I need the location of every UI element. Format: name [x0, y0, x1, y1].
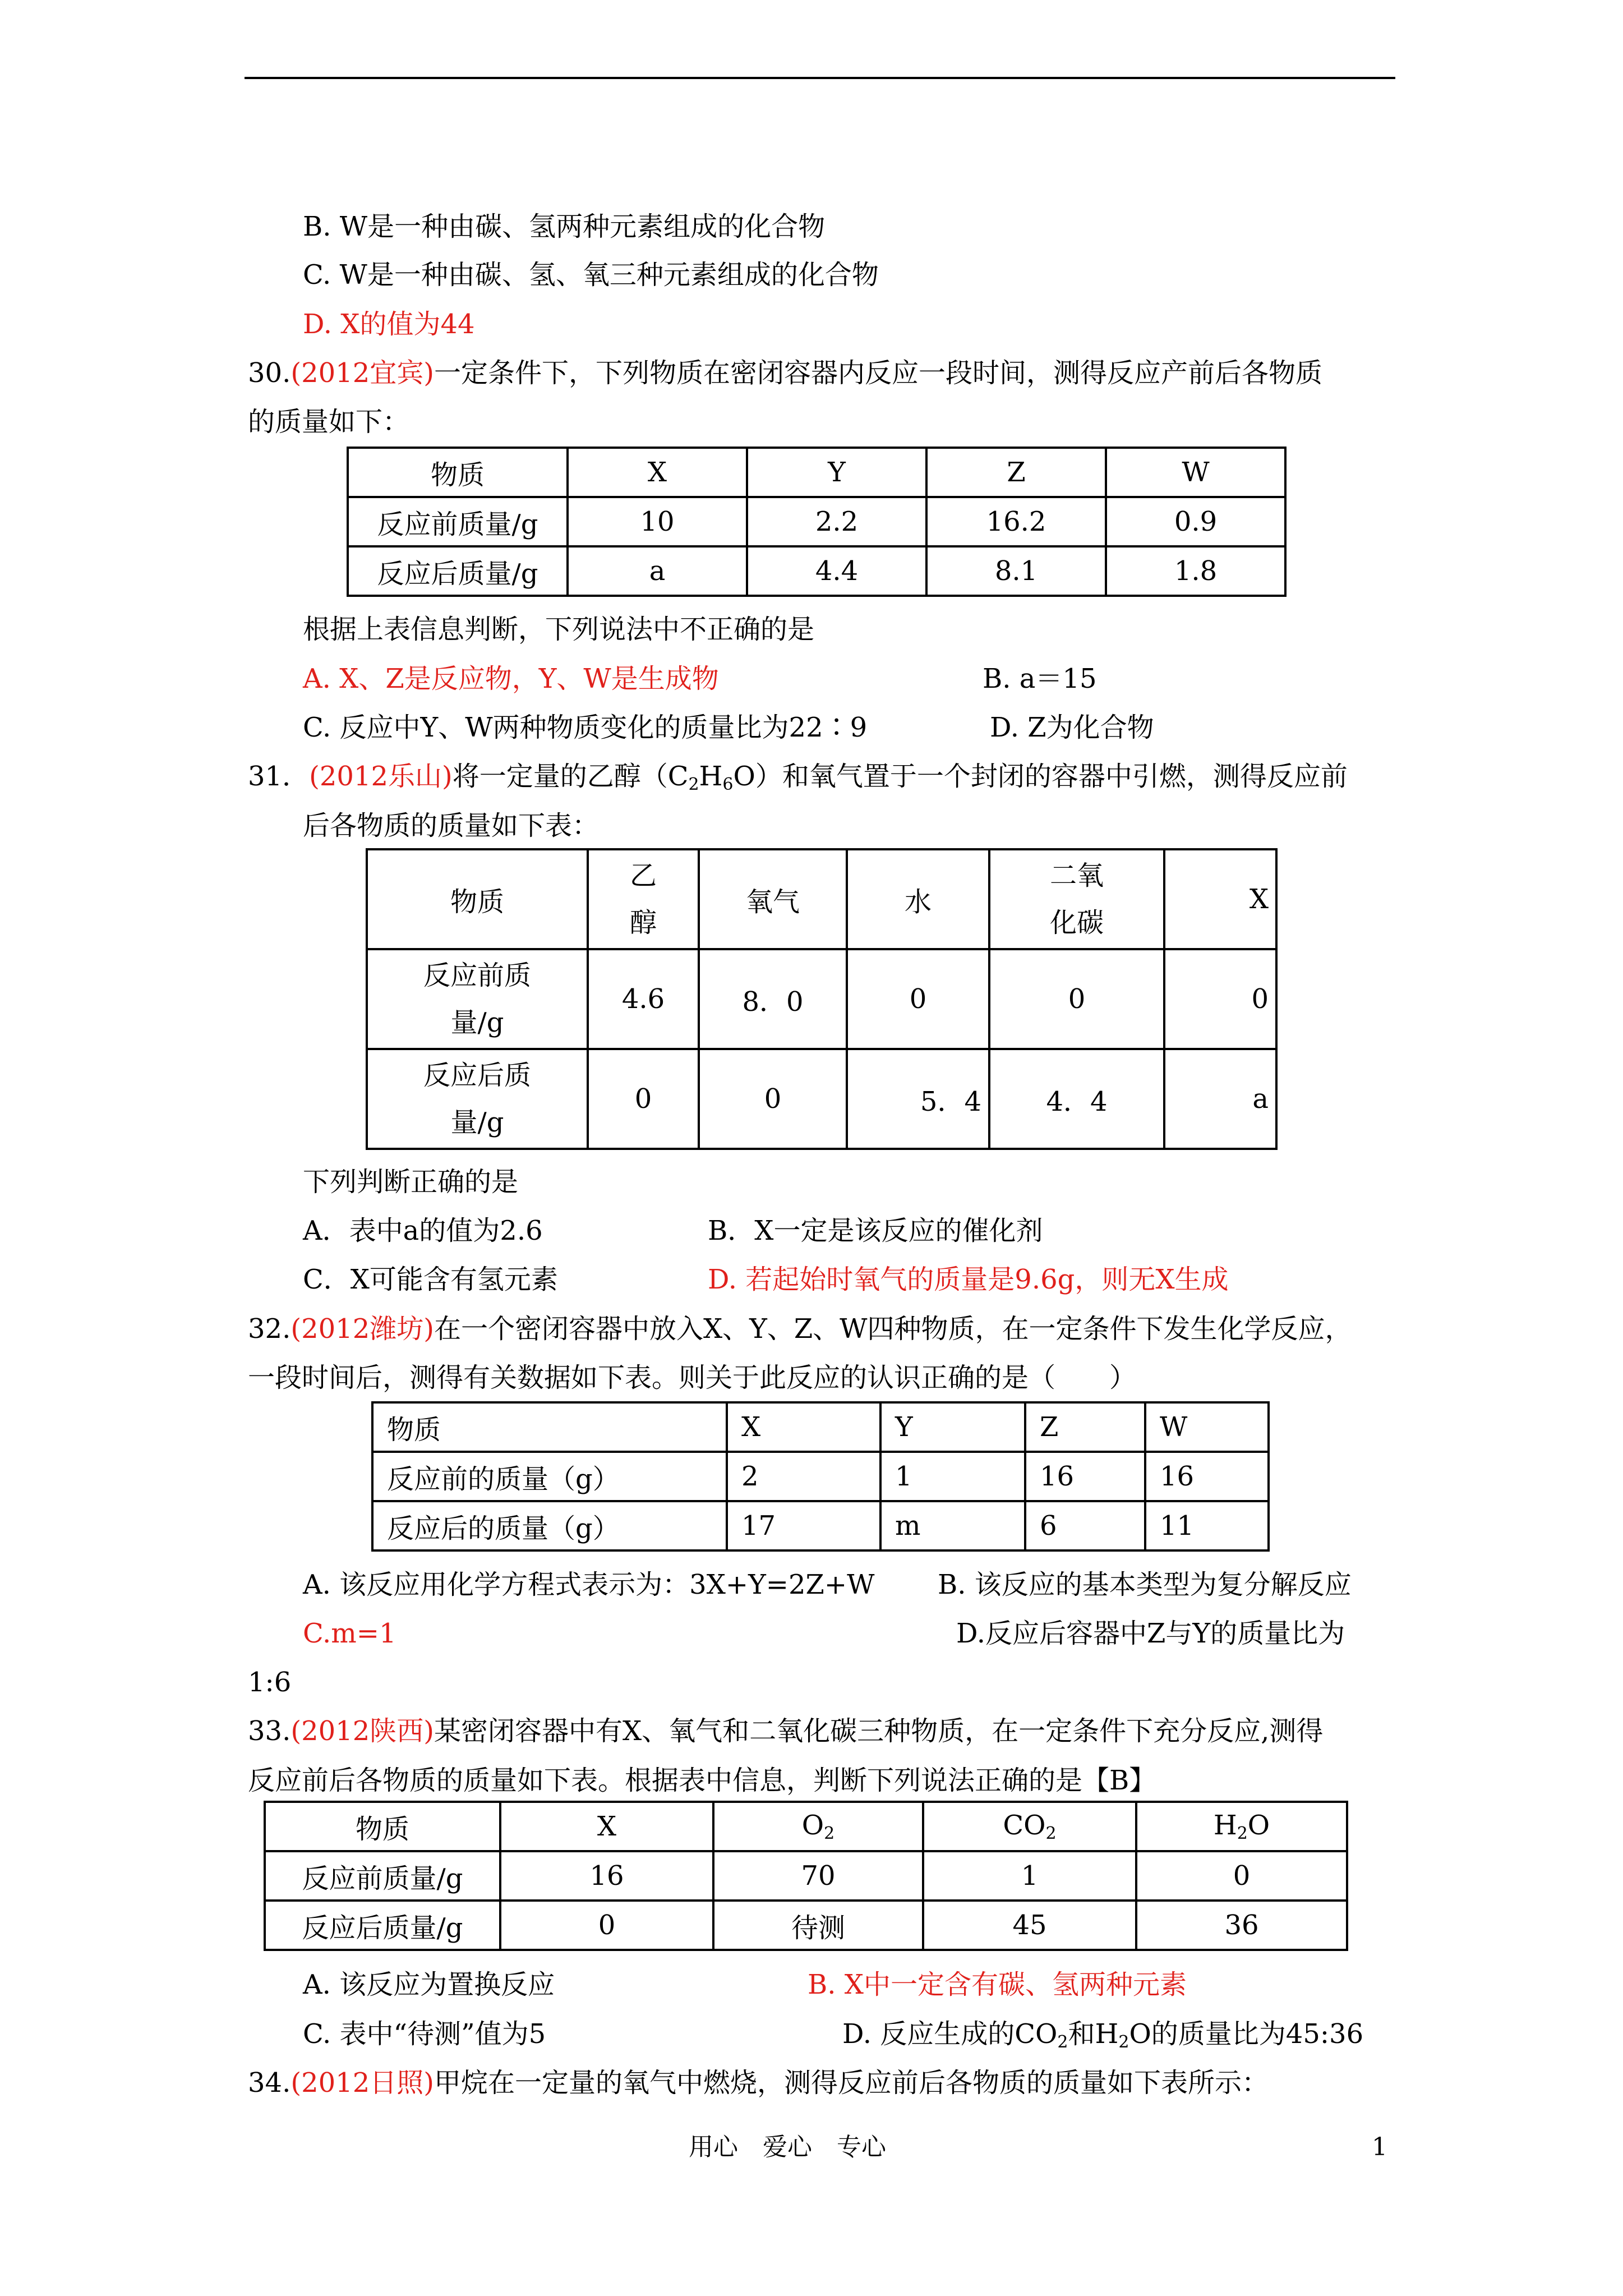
subscript: 6: [722, 775, 734, 794]
q33-stem-line2: 反应前后各物质的质量如下表。根据表中信息，判断下列说法正确的是【B】: [248, 1765, 1156, 1796]
table-cell: 16: [500, 1851, 713, 1901]
subscript: 2: [1237, 1824, 1248, 1843]
q31-option-d-answer: D. 若起始时氧气的质量是9.6g，则无X生成: [708, 1264, 1229, 1295]
cell-text: 乙: [629, 860, 657, 891]
q32-option-a: A. 该反应用化学方程式表示为：3X+Y=2Z+W: [303, 1569, 875, 1600]
table-cell: [713, 1802, 923, 1851]
table-cell: 反应后的质量（g）: [372, 1501, 727, 1550]
q33-option-a: A. 该反应为置换反应: [303, 1969, 555, 2000]
table-cell: 70: [713, 1851, 923, 1901]
table-cell: 0: [500, 1901, 713, 1950]
table-cell: 水: [847, 849, 989, 949]
q34-source: (2012日照): [291, 2067, 434, 2099]
table-row: [367, 1049, 1276, 1149]
table-cell: 8.1: [926, 546, 1106, 596]
q32-option-d-cont: 1:6: [248, 1667, 292, 1698]
q33-option-c: C. 表中“待测”值为5: [303, 2018, 546, 2050]
q31-source: (2012乐山): [309, 761, 453, 792]
q30-option-d: D. Z为化合物: [990, 712, 1154, 743]
q30-source: (2012宜宾): [291, 357, 434, 389]
q31-question: 下列判断正确的是: [303, 1166, 519, 1198]
subscript: 2: [1118, 2032, 1129, 2052]
cell-text: O: [801, 1810, 824, 1841]
table-cell: 0: [989, 949, 1164, 1049]
q31-number: 31．: [248, 761, 310, 792]
q32-source: (2012潍坊): [291, 1313, 434, 1345]
q31-option-a: A．表中a的值为2.6: [303, 1215, 543, 1246]
cell-text: 二氧: [1049, 860, 1104, 891]
table-row: [348, 448, 1285, 497]
table-cell: 物质: [367, 849, 588, 949]
page-footer: 用心 爱心 专心: [689, 2133, 886, 2161]
q30-option-a-answer: A. X、Z是反应物，Y、W是生成物: [303, 663, 719, 694]
q31-stem-part: O）和氧气置于一个封闭的容器中引燃，测得反应前: [733, 761, 1348, 792]
table-cell: [367, 949, 588, 1049]
table-cell: 36: [1136, 1901, 1347, 1950]
q31-stem-part: 将一定量的乙醇（C: [452, 761, 689, 792]
table-cell: 物质: [265, 1802, 500, 1851]
page-number: 1: [1372, 2133, 1387, 2161]
table-cell: 45: [923, 1901, 1136, 1950]
q30-stem-line2: 的质量如下：: [248, 406, 410, 438]
table-cell: 待测: [713, 1901, 923, 1950]
cell-text: 化碳: [1049, 907, 1104, 938]
table-cell: 11: [1145, 1501, 1269, 1550]
q33-number: 33.: [248, 1715, 291, 1747]
q32-stem-line2: 一段时间后，测得有关数据如下表。则关于此反应的认识正确的是（ ）: [248, 1362, 1137, 1393]
cell-text: 量/g: [450, 1107, 504, 1138]
table-cell: Z: [926, 448, 1106, 497]
subscript: 2: [824, 1824, 835, 1843]
table-cell: 0: [1136, 1851, 1347, 1901]
table-cell: [367, 1049, 588, 1149]
q31-option-b: B．X一定是该反应的催化剂: [708, 1215, 1043, 1246]
cell-text: O: [1247, 1810, 1270, 1841]
q32-option-c-answer: C.m=1: [303, 1618, 396, 1649]
table-cell: 17: [727, 1501, 880, 1550]
table-cell: 4．4: [989, 1049, 1164, 1149]
table-row: [367, 949, 1276, 1049]
option-text: 和H: [1068, 2018, 1119, 2050]
q34-stem-text: 甲烷在一定量的氧气中燃烧，测得反应前后各物质的质量如下表所示：: [434, 2067, 1269, 2099]
q31-stem-part: H: [699, 761, 723, 792]
q32-option-b: B. 该反应的基本类型为复分解反应: [938, 1569, 1352, 1600]
table-cell: 氧气: [699, 849, 847, 949]
table-cell: Y: [880, 1402, 1025, 1452]
table-cell: Y: [747, 448, 926, 497]
table-cell: X: [500, 1802, 713, 1851]
table-row: [265, 1802, 1347, 1851]
table-cell: 2.2: [747, 497, 926, 546]
table-cell: [989, 849, 1164, 949]
subscript: 2: [1045, 1824, 1057, 1843]
cell-text: 反应前质: [423, 960, 531, 991]
q32-number: 32.: [248, 1313, 291, 1345]
table-cell: 0: [699, 1049, 847, 1149]
table-cell: a: [1164, 1049, 1276, 1149]
subscript: 2: [688, 775, 699, 794]
table-row: [348, 546, 1285, 596]
table-cell: 2: [727, 1452, 880, 1501]
table-cell: [923, 1802, 1136, 1851]
cell-text: 醇: [629, 907, 657, 938]
table-cell: 5．4: [847, 1049, 989, 1149]
table-cell: 16: [1025, 1452, 1145, 1501]
table-cell: X: [568, 448, 747, 497]
q31-stem-line2: 后各物质的质量如下表：: [303, 810, 600, 841]
table-cell: 反应前质量/g: [348, 497, 568, 546]
q32-stem: 在一个密闭容器中放入X、Y、Z、W四种物质，在一定条件下发生化学反应，: [434, 1313, 1352, 1345]
table-cell: a: [568, 546, 747, 596]
table-cell: 1: [923, 1851, 1136, 1901]
table-cell: 4.4: [747, 546, 926, 596]
q34-number: 34.: [248, 2067, 291, 2099]
q29-option-d-answer: D. X的值为44: [303, 309, 475, 340]
table-cell: 0: [1164, 949, 1276, 1049]
q31-stem-line1: [248, 758, 1348, 803]
q31-table: [366, 848, 1278, 1150]
table-cell: 0: [588, 1049, 699, 1149]
q30-number: 30.: [248, 357, 291, 389]
q33-option-d: [842, 2016, 1363, 2060]
q31-option-c: C．X可能含有氢元素: [303, 1264, 558, 1295]
table-cell: Z: [1025, 1402, 1145, 1452]
cell-text: 反应后质: [423, 1060, 531, 1091]
table-cell: 物质: [348, 448, 568, 497]
table-cell: 16: [1145, 1452, 1269, 1501]
q32-table: [371, 1401, 1270, 1552]
table-cell: 反应前质量/g: [265, 1851, 500, 1901]
table-row: [348, 497, 1285, 546]
table-cell: m: [880, 1501, 1025, 1550]
cell-text: 量/g: [450, 1007, 504, 1038]
table-cell: 4.6: [588, 949, 699, 1049]
q33-stem-line1: [248, 1713, 1323, 1749]
q29-option-b: B. W是一种由碳、氢两种元素组成的化合物: [303, 211, 826, 242]
table-row: [265, 1901, 1347, 1950]
table-cell: [588, 849, 699, 949]
q33-option-b-answer: B. X中一定含有碳、氢两种元素: [808, 1969, 1187, 2000]
table-cell: 反应后质量/g: [348, 546, 568, 596]
table-cell: 6: [1025, 1501, 1145, 1550]
option-text: D. 反应生成的CO: [842, 2018, 1058, 2050]
table-row: [372, 1501, 1269, 1550]
q34-stem: [248, 2065, 1269, 2101]
q29-option-c: C. W是一种由碳、氢、氧三种元素组成的化合物: [303, 259, 879, 291]
table-cell: 反应后质量/g: [265, 1901, 500, 1950]
table-cell: X: [1164, 849, 1276, 949]
header-rule: [245, 77, 1395, 79]
table-cell: 1: [880, 1452, 1025, 1501]
table-row: [372, 1402, 1269, 1452]
q33-stem: 某密闭容器中有X、氧气和二氧化碳三种物质，在一定条件下充分反应,测得: [434, 1715, 1324, 1747]
table-cell: 0: [847, 949, 989, 1049]
cell-text: CO: [1003, 1810, 1046, 1841]
subscript: 2: [1057, 2032, 1068, 2052]
table-row: [265, 1851, 1347, 1901]
q32-stem-line1: [248, 1311, 1352, 1347]
q30-table: [347, 447, 1287, 597]
table-cell: X: [727, 1402, 880, 1452]
table-row: [367, 849, 1276, 949]
q30-option-b: B. a＝15: [983, 663, 1097, 694]
cell-text: H: [1213, 1810, 1237, 1841]
q32-option-d: D.反应后容器中Z与Y的质量比为: [956, 1618, 1345, 1649]
table-cell: W: [1145, 1402, 1269, 1452]
table-cell: 0.9: [1106, 497, 1285, 546]
table-cell: 16.2: [926, 497, 1106, 546]
table-cell: 1.8: [1106, 546, 1285, 596]
table-row: [372, 1452, 1269, 1501]
q30-question: 根据上表信息判断，下列说法中不正确的是: [303, 614, 815, 645]
table-cell: 10: [568, 497, 747, 546]
table-cell: 8．0: [699, 949, 847, 1049]
q30-stem-line1: [248, 355, 1322, 391]
table-cell: 反应前的质量（g）: [372, 1452, 727, 1501]
table-cell: W: [1106, 448, 1285, 497]
q30-option-c: C. 反应中Y、W两种物质变化的质量比为22∶9: [303, 712, 868, 743]
option-text: O的质量比为45:36: [1129, 2018, 1364, 2050]
table-cell: 物质: [372, 1402, 727, 1452]
q33-source: (2012陕西): [291, 1715, 434, 1747]
table-cell: [1136, 1802, 1347, 1851]
q30-stem: 一定条件下，下列物质在密闭容器内反应一段时间，测得反应产前后各物质: [434, 357, 1322, 389]
q33-table: [264, 1801, 1348, 1951]
